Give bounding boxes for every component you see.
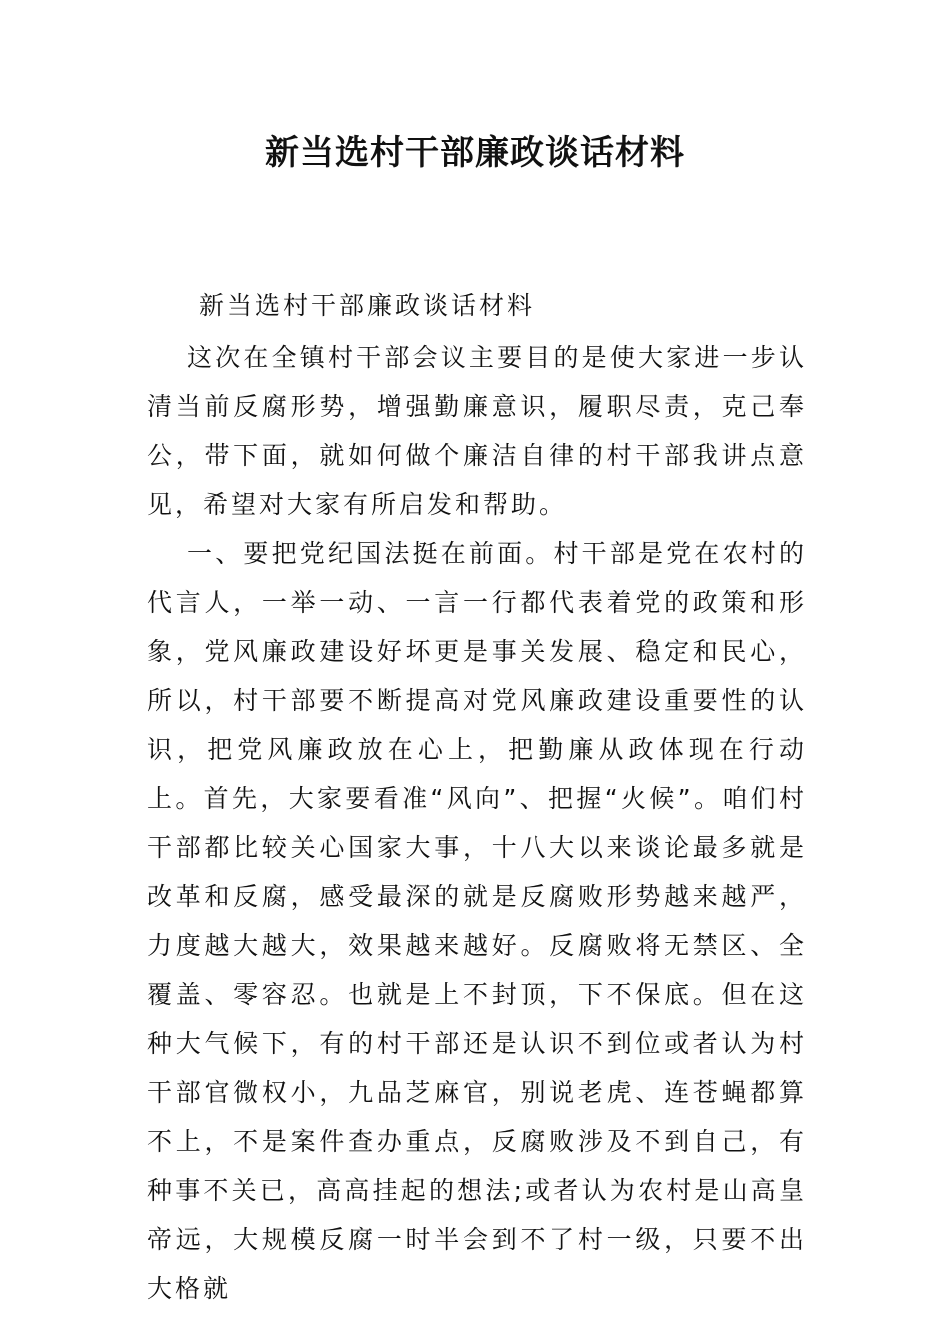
paragraph-section-one: 一、要把党纪国法挺在前面。村干部是党在农村的代言人，一举一动、一言一行都代表着党的政策和形象，党风廉政建设好坏更是事关发展、稳定和民心，所以，村干部要不断提高对党风廉政建设重要性的认识，把党风廉政放在心上，把勤廉从政体现在行动上。首先，大家要看准“风向”、把握“火候”。咱们村干部都比较关心国家大事，十八大以来谈论最多就是改革和反腐，感受最深的就是反腐败形势越来越严，力度越大越大，效果越来越好。反腐败将无禁区、全覆盖、零容忍。也就是上不封顶，下不保底。但在这种大气候下，有的村干部还是认识不到位或者认为村干部官微权小，九品芝麻官，别说老虎、连苍蝇都算不上，不是案件查办重点，反腐败涉及不到自己，有种事不关已，高高挂起的想法;或者认为农村是山高皇帝远，大规模反腐一时半会到不了村一级，只要不出大格就 <box>147 539 807 1303</box>
document-body <box>147 281 807 1313</box>
document-subtitle: 新当选村干部廉政谈话材料 <box>199 291 536 320</box>
paragraph-intro: 这次在全镇村干部会议主要目的是使大家进一步认清当前反腐形势，增强勤廉意识，履职尽责，克己奉公，带下面，就如何做个廉洁自律的村干部我讲点意见，希望对大家有所启发和帮助。 <box>147 343 807 519</box>
document-title: 新当选村干部廉政谈话材料 <box>265 133 685 173</box>
